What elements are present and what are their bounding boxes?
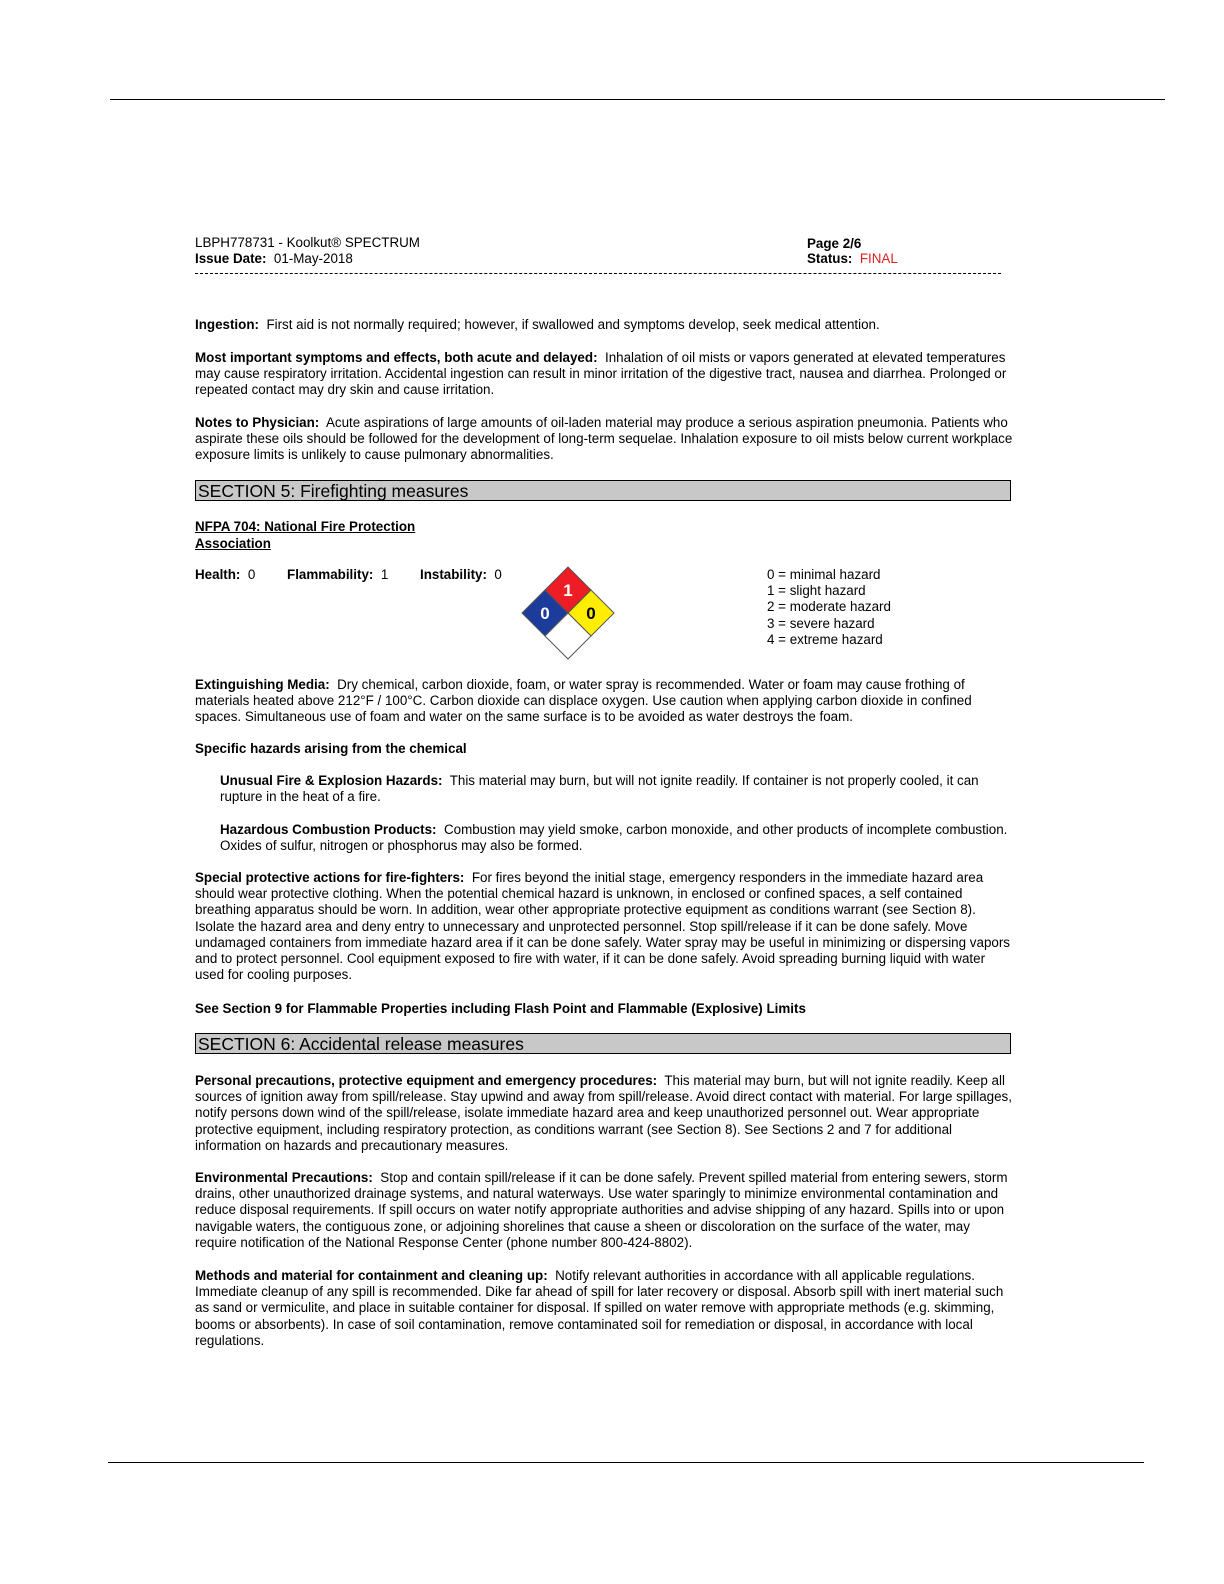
nfpa-diamond-icon	[521, 566, 615, 660]
diamond-instability: 0	[586, 604, 596, 623]
personal-precautions-paragraph: Personal precautions, protective equipment and emergency procedures: This material may burn, but will not ignite readily. Keep all sources of ignition away from spill/release. Stay upwind and away from spill/release. Avoid direct contact with material. For large spillages, notify persons down wind of the spill/release, isolate immediate hazard area and keep unauthorized personnel out. Wear appropriate protective equipment, including respiratory protection, as conditions warrant (see Section 8). See Sections 2 and 7 for additional information on hazards and precautionary measures.	[195, 1073, 1012, 1153]
section-6-heading: SECTION 6: Accidental release measures	[195, 1033, 1011, 1054]
instability-rating: Instability: 0	[420, 567, 502, 582]
health-rating: Health: 0	[195, 567, 256, 582]
legend-item: 3 = severe hazard	[767, 615, 875, 631]
status-value: FINAL	[859, 251, 898, 266]
top-rule	[110, 99, 1165, 100]
unusual-hazards-paragraph: Unusual Fire & Explosion Hazards: This material may burn, but will not ignite readily. If container is not properly cooled, it can rupture in the heat of a fire.	[220, 773, 979, 805]
bottom-rule	[108, 1462, 1144, 1463]
status: Status: FINAL	[807, 251, 898, 266]
special-actions-paragraph: Special protective actions for fire-fighters: For fires beyond the initial stage, emergency responders in the immediate hazard area should wear protective clothing. When the potential chemical hazard is unknown, in enclosed or confined spaces, a self contained breathing apparatus should be worn. In addition, wear other appropriate protective equipment as conditions warrant (see Section 8). Isolate the hazard area and deny entry to unnecessary and unprotected personnel. Stop spill/release if it can be done safely. Move undamaged containers from immediate hazard area if it can be done safely. Water spray may be useful in minimizing or dispersing vapors and to protect personnel. Cool equipment exposed to fire with water, if it can be done safely. Avoid spreading burning liquid with water used for cooling purposes.	[195, 870, 1010, 983]
environmental-precautions-paragraph: Environmental Precautions: Stop and contain spill/release if it can be done safely. Prevent spilled material from entering sewers, storm drains, other unauthorized drainage systems, and natural waterways. Use water sparingly to minimize environmental contamination and reduce disposal requirements. If spill occurs on water notify appropriate authorities and advise shipping of any hazard. Spills into or upon navigable waters, the contiguous zone, or adjoining shorelines that cause a sheen or discoloration on the surface of the water, may require notification of the National Response Center (phone number 800-424-8802).	[195, 1170, 1008, 1250]
symptoms-paragraph: Most important symptoms and effects, both acute and delayed: Inhalation of oil mists or vapors generated at elevated temperatures may cause respiratory irritation. Accidental ingestion can result in minor irritation of the digestive tract, nausea and diarrhea. Prolonged or repeated contact may dry skin and cause irritation.	[195, 350, 1007, 398]
flammability-rating: Flammability: 1	[287, 567, 389, 582]
legend-item: 4 = extreme hazard	[767, 631, 883, 647]
hazard-legend	[767, 567, 891, 648]
specific-hazards-heading: Specific hazards arising from the chemical	[195, 741, 467, 756]
page-number: Page 2/6	[807, 236, 862, 251]
see-section-9-note: See Section 9 for Flammable Properties including Flash Point and Flammable (Explosive) Limits	[195, 1001, 806, 1016]
legend-item: 0 = minimal hazard	[767, 567, 881, 582]
extinguishing-paragraph: Extinguishing Media: Dry chemical, carbon dioxide, foam, or water spray is recommended. Water or foam may cause frothing of materials heated above 212°F / 100°C. Carbon dioxide can displace oxygen. Use caution when applying carbon dioxide in confined spaces. Simultaneous use of foam and water on the same surface is to be avoided as water destroys the foam.	[195, 677, 972, 725]
containment-methods-paragraph: Methods and material for containment and cleaning up: Notify relevant authorities in accordance with all applicable regulations. Immediate cleanup of any spill is recommended. Dike far ahead of spill for later recovery or disposal. Absorb spill with inert material such as sand or vermiculite, and place in suitable container for disposal. If spilled on water remove with appropriate methods (e.g. skimming, booms or absorbents). In case of soil contamination, remove contaminated soil for remediation or disposal, in accordance with local regulations.	[195, 1268, 1004, 1348]
document-header	[195, 235, 1015, 271]
diamond-flammability: 1	[563, 581, 573, 600]
nfpa-title: NFPA 704: National Fire Protection Association	[195, 519, 416, 551]
physician-paragraph: Notes to Physician: Acute aspirations of large amounts of oil-laden material may produce a serious aspiration pneumonia. Patients who aspirate these oils should be followed for the development of long-term sequelae. Inhalation exposure to oil mists below current workplace exposure limits is unlikely to cause pulmonary abnormalities.	[195, 415, 1013, 463]
nfpa-ratings	[195, 567, 530, 582]
legend-item: 2 = moderate hazard	[767, 599, 891, 615]
legend-item: 1 = slight hazard	[767, 583, 866, 599]
diamond-health: 0	[540, 604, 550, 623]
issue-date: Issue Date: 01-May-2018	[195, 251, 353, 266]
header-divider	[195, 273, 1001, 274]
section-5-heading: SECTION 5: Firefighting measures	[195, 480, 1011, 501]
ingestion-paragraph: Ingestion: First aid is not normally required; however, if swallowed and symptoms develop, seek medical attention.	[195, 317, 880, 332]
combustion-products-paragraph: Hazardous Combustion Products: Combustion may yield smoke, carbon monoxide, and other products of incomplete combustion. Oxides of sulfur, nitrogen or phosphorus may also be formed.	[220, 822, 1008, 854]
product-line: LBPH778731 - Koolkut® SPECTRUM	[195, 235, 420, 250]
